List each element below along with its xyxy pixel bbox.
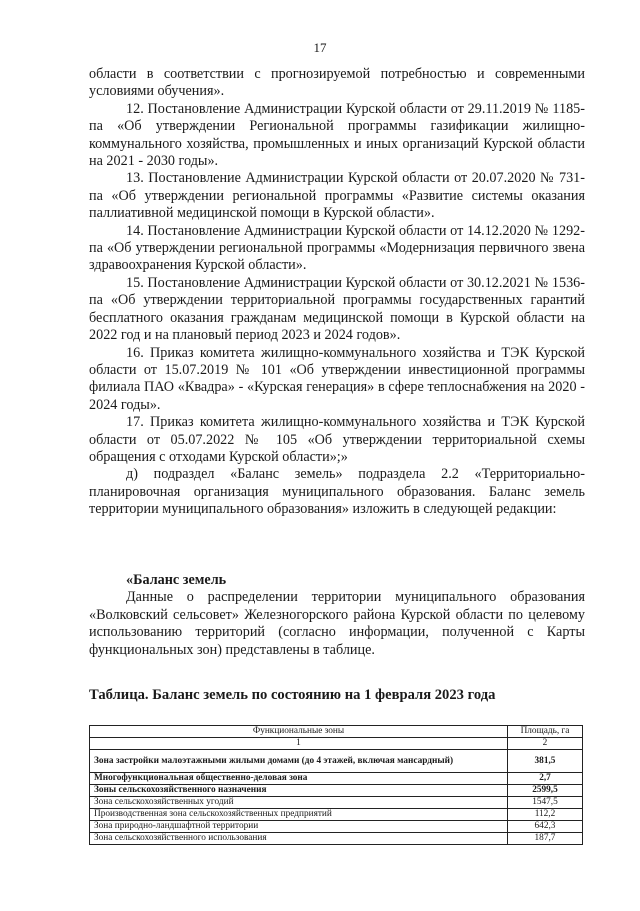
zone-cell: Многофункциональная общественно-деловая зона [90, 773, 508, 785]
table-row [90, 797, 583, 809]
zone-cell: Зона сельскохозяйственного использования [90, 833, 508, 845]
paragraph-item-13: 13. Постановление Администрации Курской области от 20.07.2020 № 731-па «Об утверждении региональной программы «Развитие системы оказания паллиативной медицинской помощи в Курской области». [89, 170, 585, 222]
paragraph-item-17: 17. Приказ комитета жилищно-коммунального хозяйства и ТЭК Курской области от 05.07.2022 № 105 «Об утверждении территориальной схемы обращения с отходами Курской области»;» [89, 414, 585, 465]
page-number: 17 [313, 40, 327, 55]
area-cell: 1547,5 [508, 797, 583, 809]
zone-cell: Зона сельскохозяйственных угодий [90, 797, 508, 809]
table-row [90, 785, 583, 797]
area-cell: 2599,5 [508, 785, 583, 797]
area-cell: 112,2 [508, 809, 583, 821]
paragraph-item-14: 14. Постановление Администрации Курской области от 14.12.2020 № 1292-па «Об утверждении региональной программы «Модернизация первичного звена здравоохранения Курской области». [89, 222, 585, 274]
table-row [90, 821, 583, 833]
land-balance-section [89, 572, 585, 659]
paragraph-item-12: 12. Постановление Администрации Курской области от 29.11.2019 № 1185-па «Об утверждении Региональной программы газификации жилищно-коммунального хозяйства, промышленных и иных организаций Курской области на 2021 - 2030 годы». [89, 100, 585, 170]
zone-cell: Зоны сельскохозяйственного назначения [90, 785, 508, 797]
column-number-2: 2 [508, 738, 583, 750]
zone-cell: Зона застройки малоэтажными жилыми домами (до 4 этажей, включая мансардный) [90, 750, 508, 773]
table-row [90, 750, 583, 773]
section-title: «Баланс земель [126, 572, 227, 588]
table-row [90, 809, 583, 821]
column-number-1: 1 [90, 738, 508, 750]
area-cell: 2,7 [508, 773, 583, 785]
land-balance-table [89, 725, 583, 845]
paragraph-subsection-d: д) подраздел «Баланс земель» подраздела 2.2 «Территориально-планировочная организация муниципального образования. Баланс земель территории муниципального образования» изложить в следующей редакции: [89, 466, 585, 518]
area-cell: 381,5 [508, 750, 583, 773]
paragraph-item-16: 16. Приказ комитета жилищно-коммунального хозяйства и ТЭК Курской области от 15.07.2019 № 101 «Об утверждении инвестиционной программы филиала ПАО «Квадра» - «Курская генерация» в сфере теплоснабжения на 2020 - 2024 годы». [89, 344, 585, 413]
header-area: Площадь, га [508, 726, 583, 738]
table-caption: Таблица. Баланс земель по состоянию на 1 февраля 2023 года [89, 687, 496, 703]
zone-cell: Производственная зона сельскохозяйственных предприятий [90, 809, 508, 821]
paragraph-item-15: 15. Постановление Администрации Курской области от 30.12.2021 № 1536-па «Об утверждении территориальной программы государственных гарантий бесплатного оказания гражданам медицинской помощи в Курской области на 2022 год и на плановый период 2023 и 2024 годов». [89, 274, 585, 344]
zone-cell: Зона природно-ландшафтной территории [90, 821, 508, 833]
section-paragraph: Данные о распределении территории муниципального образования «Волковский сельсовет» Железногорского района Курской области по целевому использованию территорий (согласно информации, полученной с Карты функциональных зон) представлены в таблице. [89, 589, 585, 658]
table-row [90, 773, 583, 785]
table-row [90, 833, 583, 845]
header-zone: Функциональные зоны [90, 726, 508, 738]
body-text [89, 66, 585, 519]
paragraph-continuation: области в соответствии с прогнозируемой потребностью и современными условиями обучения». [89, 66, 585, 100]
area-cell: 642,3 [508, 821, 583, 833]
area-cell: 187,7 [508, 833, 583, 845]
